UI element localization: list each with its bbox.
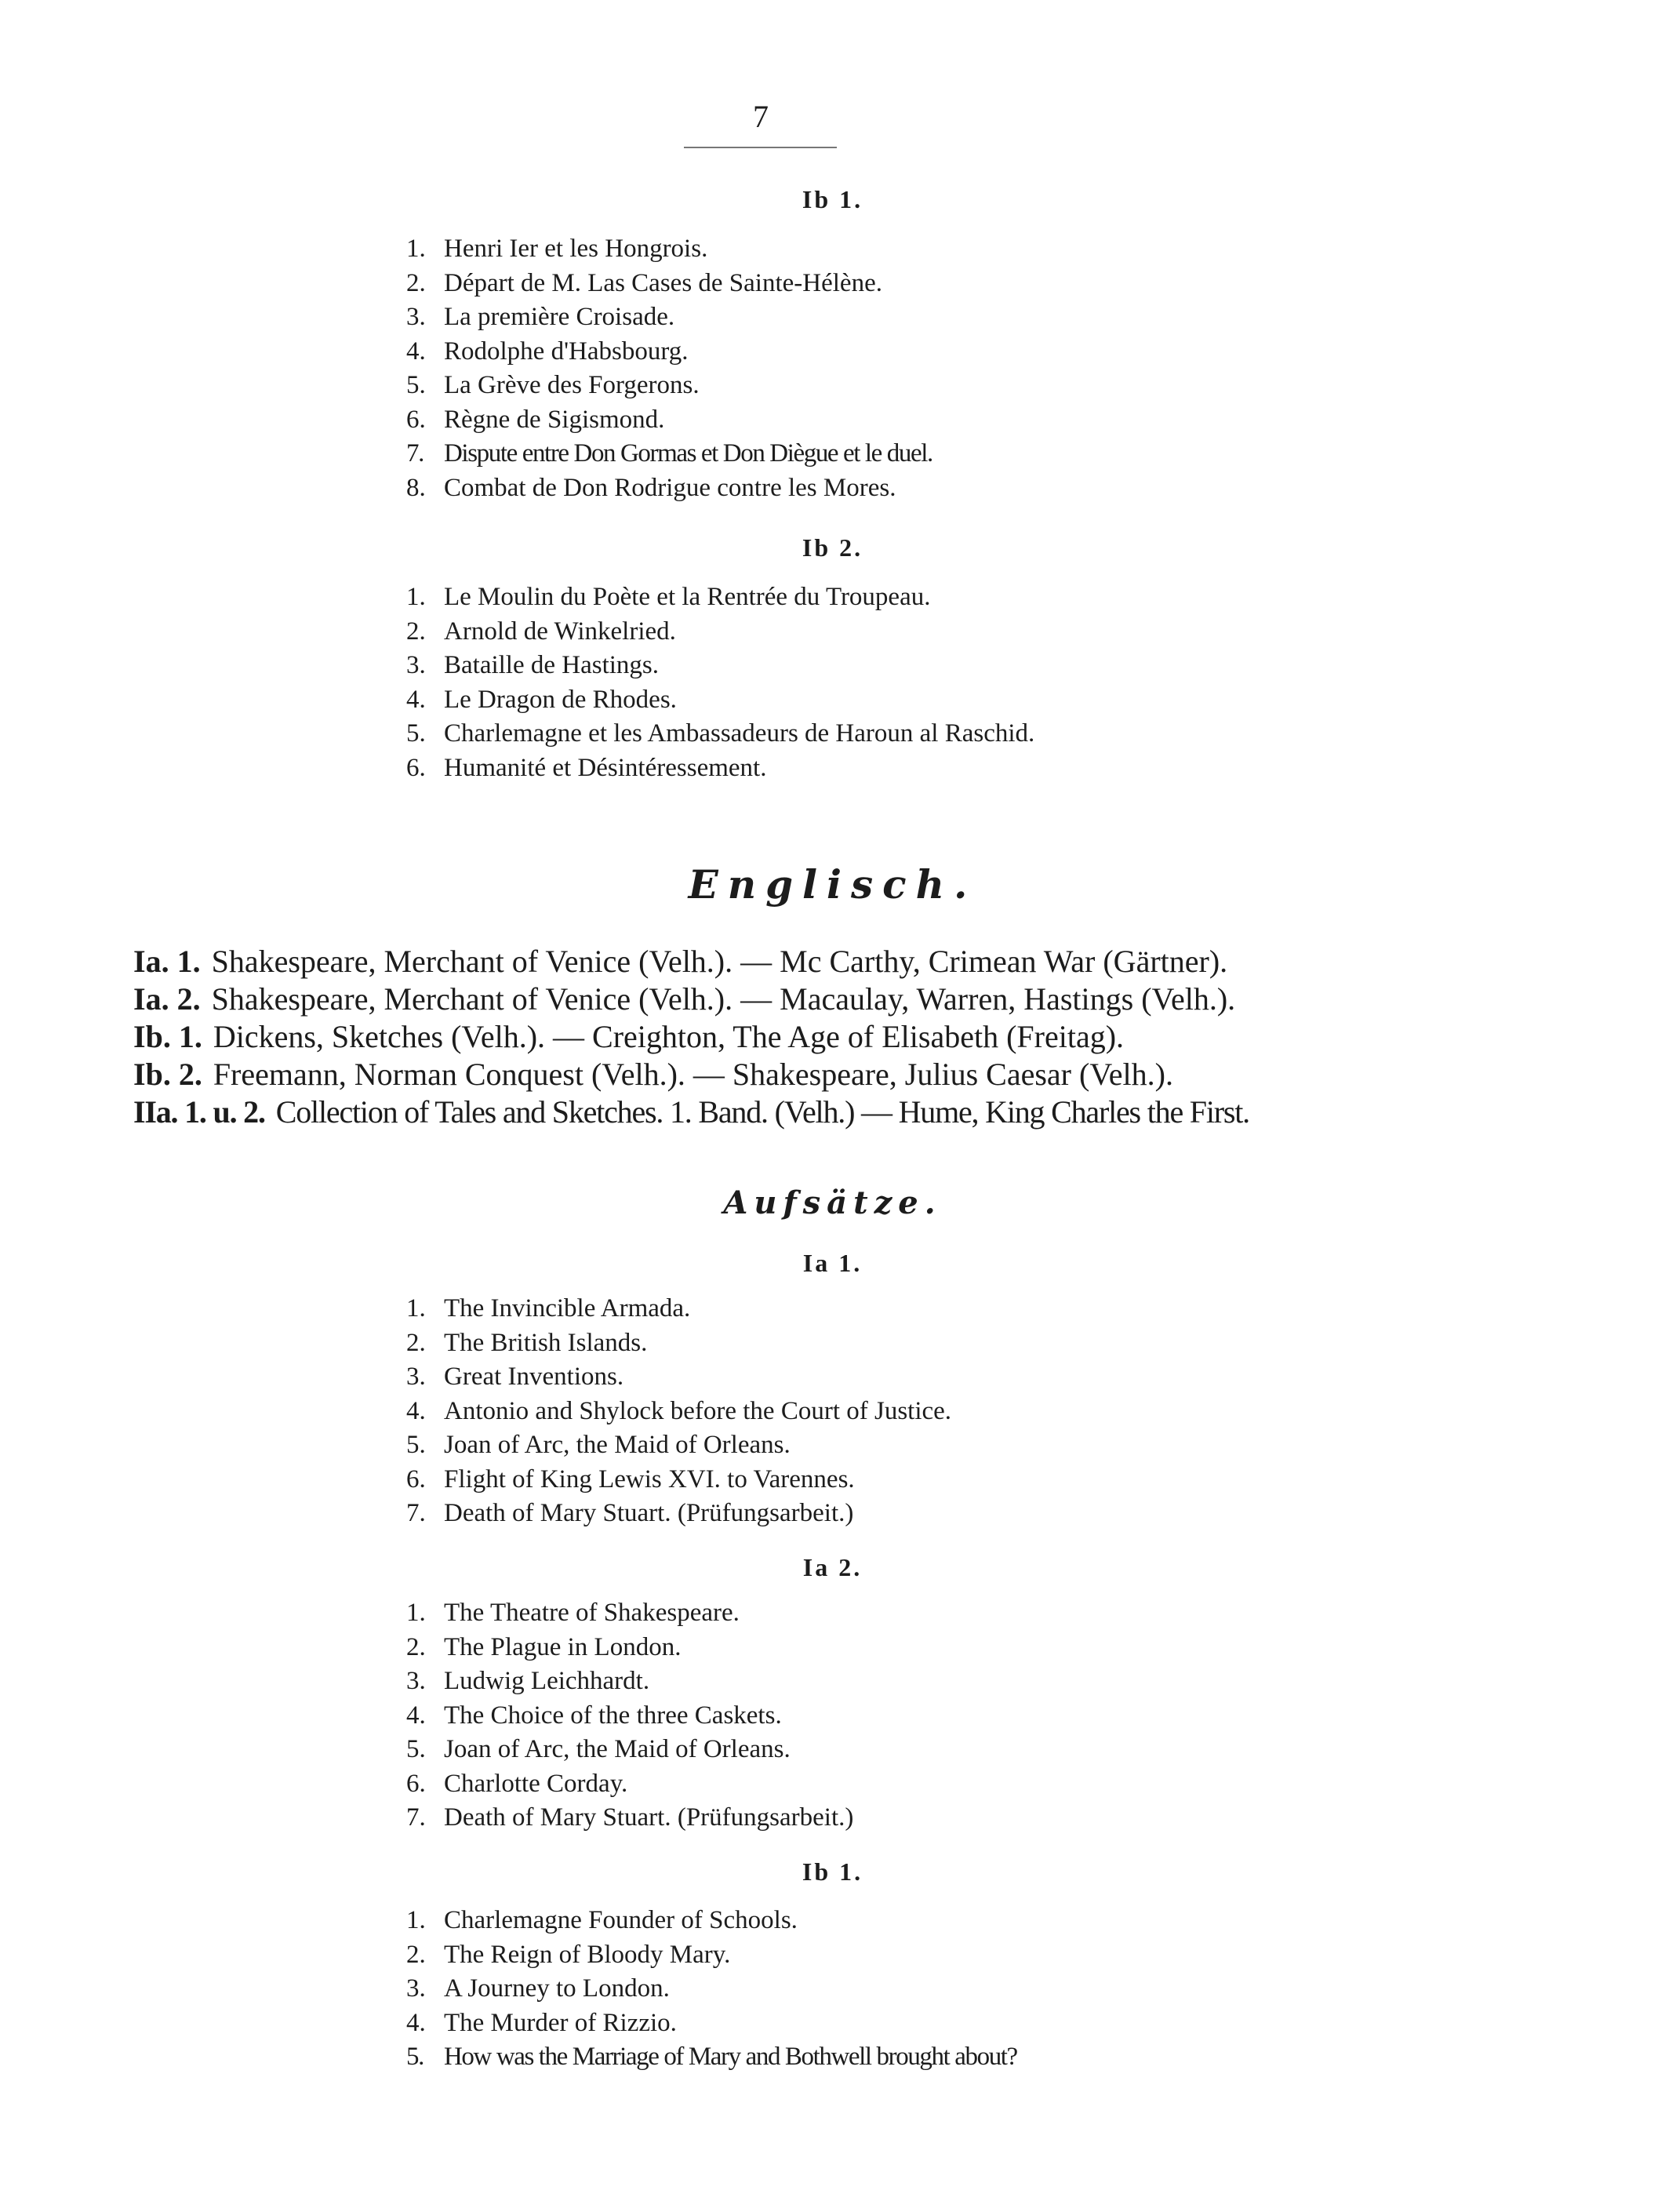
list-item [406,615,1034,649]
item-text: Death of Mary Stuart. (Prüfungsarbeit.) [444,1803,854,1832]
item-number: 5. [406,1431,426,1459]
item-text: Humanité et Désintéressement. [444,753,767,782]
list-item [406,1428,951,1463]
list-item [406,683,1034,718]
item-number: 8. [406,473,426,502]
section-title-aufsaetze: Aufsätze. [723,1184,942,1221]
list-item [406,1395,951,1429]
reading-text: Shakespeare, Merchant of Venice (Velh.). — Macaulay, Warren, Hastings (Velh.). [211,981,1236,1017]
item-number: 3. [406,303,426,331]
item-number: 1. [406,1906,426,1934]
item-text: Flight of King Lewis XVI. to Varennes. [444,1464,855,1493]
item-text: The Plague in London. [444,1632,682,1661]
item-text: How was the Marriage of Mary and Bothwell brought about? [444,2043,1017,2071]
class-label: Ib. 2. [133,1057,202,1092]
list-item [406,1596,853,1631]
list-item [406,471,932,506]
item-number: 5. [406,2043,424,2071]
item-text: Départ de M. Las Cases de Sainte-Hélène. [444,268,882,297]
page-number-rule [684,147,837,148]
item-text: La Grève des Forgerons. [444,371,700,399]
item-text: The Murder of Rizzio. [444,2008,677,2037]
class-label: Ib. 1. [133,1019,202,1054]
list-item [406,1972,1017,2006]
item-number: 4. [406,1396,426,1425]
list-item [406,1326,951,1361]
list-item [406,1699,853,1734]
reading-text: Freemann, Norman Conquest (Velh.). — Shakespeare, Julius Caesar (Velh.). [213,1057,1173,1092]
class-label: IIa. 1. u. 2. [133,1094,265,1130]
item-number: 4. [406,2008,426,2037]
item-text: Joan of Arc, the Maid of Orleans. [444,1735,791,1763]
item-number: 2. [406,1328,426,1357]
item-text: Charlotte Corday. [444,1769,628,1798]
item-text: Rodolphe d'Habsbourg. [444,337,689,366]
reading-line [133,1093,1249,1131]
item-text: Henri Ier et les Hongrois. [444,235,708,263]
item-text: Ludwig Leichhardt. [444,1667,650,1695]
item-text: Combat de Don Rodrigue contre les Mores. [444,473,896,502]
item-number: 4. [406,1701,426,1730]
item-number: 3. [406,1362,426,1391]
section-heading-ia1: Ia 1. [802,1249,863,1277]
list-item [406,1631,853,1665]
reading-text: Dickens, Sketches (Velh.). — Creighton, The Age of Elisabeth (Freitag). [213,1019,1125,1054]
french-ib2-list [406,580,1034,785]
item-text: Charlemagne et les Ambassadeurs de Haroun al Raschid. [444,719,1035,748]
item-number: 7. [406,439,424,468]
aufsaetze-ia1-list [406,1292,951,1531]
item-number: 1. [406,235,426,263]
class-label: Ia. 2. [133,981,201,1017]
item-number: 1. [406,583,426,611]
reading-text: Shakespeare, Merchant of Venice (Velh.). — Mc Carthy, Crimean War (Gärtner). [211,944,1228,979]
reading-line [133,1056,1249,1093]
list-item [406,437,932,471]
list-item [406,580,1034,615]
item-number: 7. [406,1803,426,1832]
list-item [406,1767,853,1802]
item-number: 3. [406,1974,426,2003]
item-text: Death of Mary Stuart. (Prüfungsarbeit.) [444,1499,854,1527]
item-number: 1. [406,1294,426,1322]
aufsaetze-ib1-list [406,1904,1017,2075]
list-item [406,1904,1017,1938]
list-item [406,1801,853,1835]
englisch-reading-list [133,943,1249,1131]
item-text: The Reign of Bloody Mary. [444,1940,731,1969]
item-number: 3. [406,651,426,679]
item-number: 5. [406,371,426,399]
french-ib1-list [406,232,932,505]
item-number: 6. [406,1769,426,1798]
list-item [406,1292,951,1326]
item-number: 2. [406,1940,426,1969]
item-number: 6. [406,753,426,782]
item-text: Joan of Arc, the Maid of Orleans. [444,1431,791,1459]
item-number: 7. [406,1499,426,1527]
list-item [406,232,932,267]
item-text: Charlemagne Founder of Schools. [444,1906,798,1934]
item-text: A Journey to London. [444,1974,670,2003]
list-item [406,2040,1017,2075]
list-item [406,751,1034,786]
item-text: Le Dragon de Rhodes. [444,685,677,714]
list-item [406,1360,951,1395]
item-text: Antonio and Shylock before the Court of Justice. [444,1396,952,1425]
list-item [406,1463,951,1497]
reading-line [133,980,1249,1018]
section-title-englisch: Englisch. [688,861,977,908]
page-number: 7 [753,99,769,134]
reading-line [133,1018,1249,1056]
reading-line [133,943,1249,980]
item-number: 2. [406,1632,426,1661]
item-number: 3. [406,1667,426,1695]
item-text: Règne de Sigismond. [444,405,665,434]
list-item [406,1938,1017,1973]
item-number: 4. [406,685,426,714]
item-text: The British Islands. [444,1328,648,1357]
item-text: La première Croisade. [444,303,675,331]
item-text: Le Moulin du Poète et la Rentrée du Troupeau. [444,583,931,611]
list-item [406,369,932,403]
item-text: The Theatre of Shakespeare. [444,1599,740,1627]
item-number: 6. [406,405,426,434]
item-number: 5. [406,719,426,748]
section-heading-ib2-french: Ib 2. [802,533,863,562]
aufsaetze-ia2-list [406,1596,853,1835]
list-item [406,1664,853,1699]
class-label: Ia. 1. [133,944,201,979]
item-number: 1. [406,1599,426,1627]
item-text: The Choice of the three Caskets. [444,1701,782,1730]
item-text: Dispute entre Don Gormas et Don Diègue et le duel. [444,439,932,468]
item-text: Bataille de Hastings. [444,651,660,679]
item-number: 2. [406,617,426,646]
section-heading-ia2: Ia 2. [802,1553,863,1581]
section-heading-ib1-french: Ib 1. [802,185,863,213]
item-number: 2. [406,268,426,297]
list-item [406,1497,951,1531]
item-text: The Invincible Armada. [444,1294,691,1322]
list-item [406,267,932,301]
list-item [406,717,1034,751]
item-number: 4. [406,337,426,366]
item-number: 5. [406,1735,426,1763]
list-item [406,335,932,369]
list-item [406,649,1034,683]
list-item [406,403,932,438]
item-number: 6. [406,1464,426,1493]
reading-text: Collection of Tales and Sketches. 1. Band. (Velh.) — Hume, King Charles the First. [275,1094,1249,1130]
item-text: Great Inventions. [444,1362,624,1391]
section-heading-ib1: Ib 1. [802,1857,863,1886]
list-item [406,300,932,335]
list-item [406,2006,1017,2041]
item-text: Arnold de Winkelried. [444,617,676,646]
list-item [406,1733,853,1767]
